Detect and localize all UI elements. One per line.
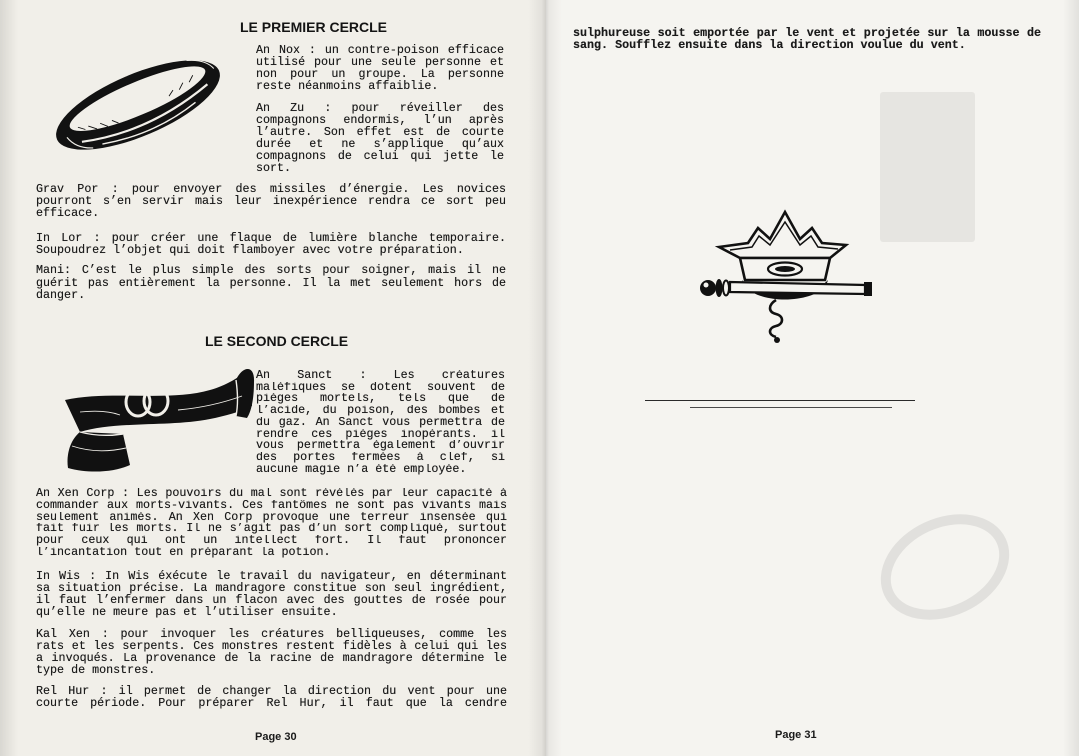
- text-line: l’incantation tout en préparant la potion.: [36, 546, 331, 559]
- text-line: aucune magie n’a été employée.: [256, 463, 467, 476]
- text-line: In Wis : In Wis éxécute le travail du navigateur, en déterminant: [36, 570, 507, 582]
- text-line: l’acide, du poison, des bombes et: [256, 405, 505, 417]
- ribbon-banner: [65, 369, 254, 472]
- text-line: non pour un groupe. La personne: [256, 68, 504, 80]
- text-line: compagnons de celui qui jette le: [256, 150, 504, 162]
- book-gutter-shadow: [528, 0, 562, 756]
- text-line: l’autre. Son effet est de courte: [256, 126, 504, 138]
- spell-in-wis: [36, 570, 507, 618]
- text-line: pièges mortels, tels que de: [256, 393, 505, 406]
- text-line: il faut l’enfermer dans un flacon avec des gouttes de rosée pour: [36, 594, 507, 606]
- ribbon-with-rings-icon: [60, 360, 255, 478]
- text-line: Soupoudrez l’objet qui doit flamboyer avec votre préparation.: [36, 244, 464, 256]
- section-heading-first-circle: LE PREMIER CERCLE: [240, 19, 388, 35]
- text-line: Mani: C’est le plus simple des sorts pour soigner, mais il ne: [36, 264, 506, 277]
- text-line: Rel Hur : il permet de changer la direction du vent pour une: [36, 685, 507, 697]
- ring-icon: [50, 55, 225, 155]
- text-line: sang. Soufflez ensuite dans la direction voulue du vent.: [573, 39, 966, 51]
- spell-an-zu: [256, 102, 504, 174]
- page-number-left: Page 30: [255, 731, 297, 743]
- text-line: utilisé pour une seule personne et: [256, 56, 504, 68]
- divider-line: [690, 407, 892, 408]
- text-line: compagnons endormis, l’un après: [256, 114, 504, 126]
- text-line: sulphureuse soit emportée par le vent et projetée sur la mousse de: [573, 27, 1041, 39]
- text-line: pourront s’en servir mais leur inexpérience rendra ce sort peu: [36, 195, 506, 207]
- spell-rel-hur-continued: [573, 27, 1041, 51]
- crown-and-scepter-icon: [698, 206, 878, 346]
- right-page: [546, 0, 1079, 756]
- spell-an-nox: [256, 44, 504, 92]
- text-line: seulement animés. An Xen Corp provoque une terreur insensée qui: [36, 511, 507, 524]
- text-line: guérit pas entièrement la personne. Il la met seulement hors de: [36, 276, 506, 290]
- text-line: commander aux morts-vivants. Ces fantômes ne sont pas vivants mais: [36, 499, 507, 512]
- text-line: reste néanmoins affaiblie.: [256, 80, 439, 92]
- text-line: pour ceux qui ont un intellect fort. Il faut prononcer: [36, 535, 507, 547]
- spell-mani: [36, 264, 506, 302]
- text-line: vous permettra également d’ouvrir: [256, 440, 505, 452]
- text-line: Kal Xen : pour invoquer les créatures belliqueuses, comme les: [36, 628, 507, 640]
- text-line: An Nox : un contre-poison efficace: [256, 44, 504, 56]
- text-line: Grav Por : pour envoyer des missiles d’énergie. Les novices: [36, 183, 506, 195]
- text-line: An Xen Corp : Les pouvoirs du mal sont révélés par leur capacité à: [36, 488, 507, 500]
- text-line: maléfiques se dotent souvent de: [256, 381, 505, 394]
- text-line: rats et les serpents. Ces monstres restent fidèles à celui qui les: [36, 640, 507, 652]
- text-line: du gaz. An Sanct vous permettra de: [256, 416, 505, 429]
- scepter-icon: [700, 279, 872, 343]
- spell-rel-hur: [36, 685, 507, 709]
- divider-line: [645, 400, 915, 401]
- text-line: An Sanct : Les créatures: [256, 370, 505, 382]
- text-line: danger.: [36, 289, 86, 303]
- text-line: sa situation précise. La mandragore constitue son seul ingrédient,: [36, 582, 507, 594]
- spell-grav-por: [36, 183, 506, 219]
- text-line: fait fuir les morts. Il ne s’agit pas d’un sort compliqué, surtout: [36, 523, 507, 536]
- spell-an-sanct: [256, 370, 505, 475]
- scan-edge-shadow-left: [0, 0, 18, 756]
- spell-an-xen-corp: [36, 488, 507, 559]
- scan-edge-shadow-right: [1063, 0, 1079, 756]
- text-line: sort.: [256, 162, 292, 174]
- section-heading-second-circle: LE SECOND CERCLE: [205, 333, 349, 349]
- bleed-through-ring: [875, 505, 1015, 630]
- spell-kal-xen: [36, 628, 507, 676]
- text-line: courte période. Pour préparer Rel Hur, il faut que la cendre: [36, 697, 507, 709]
- text-line: In Lor : pour créer une flaque de lumière blanche temporaire.: [36, 232, 506, 244]
- text-line: des portes fermées à clef, si: [256, 451, 505, 464]
- text-line: efficace.: [36, 207, 100, 219]
- bleed-through-card: [880, 92, 975, 242]
- text-line: type de monstres.: [36, 664, 156, 676]
- text-line: An Zu : pour réveiller des: [256, 102, 504, 114]
- text-line: a invoqués. La provenance de la racine de mandragore détermine le: [36, 652, 507, 664]
- text-line: qu’elle ne meure pas et l’utiliser ensuite.: [36, 606, 338, 618]
- spell-in-lor: [36, 232, 506, 256]
- page-number-right: Page 31: [775, 729, 817, 741]
- text-line: durée et ne s’applique qu’aux: [256, 138, 504, 150]
- text-line: rendre ces pièges inopérants. il: [256, 428, 505, 441]
